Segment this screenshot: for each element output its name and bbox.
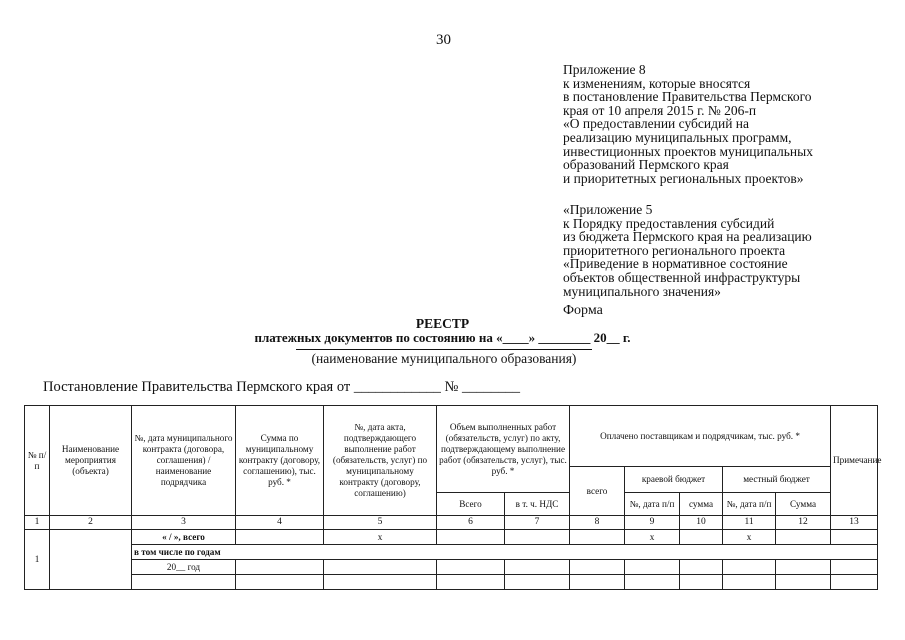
column-number: 3 <box>132 516 236 530</box>
cell-empty <box>437 530 505 545</box>
header-volume-vat: в т. ч. НДС <box>505 493 570 516</box>
cell-empty <box>723 560 776 575</box>
cell-empty <box>776 530 831 545</box>
cell-empty <box>625 575 680 590</box>
column-number: 10 <box>680 516 723 530</box>
header-regional-doc: №, дата п/п <box>625 493 680 516</box>
cell-empty <box>776 560 831 575</box>
column-number: 1 <box>25 516 50 530</box>
cell-mark-x: х <box>324 530 437 545</box>
column-number: 2 <box>50 516 132 530</box>
column-number: 8 <box>570 516 625 530</box>
row-total-label: « / », всего <box>132 530 236 545</box>
header-note: Примечание <box>831 406 878 516</box>
header-regional-amount: сумма <box>680 493 723 516</box>
column-number: 11 <box>723 516 776 530</box>
appendix-line: к Порядку предоставления субсидий <box>563 215 775 231</box>
appendix-line: к изменениям, которые вносятся <box>563 75 751 91</box>
cell-empty <box>831 575 878 590</box>
form-label: Форма <box>563 303 603 318</box>
column-number-row <box>25 516 878 530</box>
page-number: 30 <box>436 32 451 48</box>
appendix-8-header <box>563 63 813 185</box>
cell-empty <box>776 575 831 590</box>
table-header-row <box>25 406 878 467</box>
registry-table <box>24 405 882 590</box>
header-local-amount: Сумма <box>776 493 831 516</box>
column-number: 4 <box>236 516 324 530</box>
row-by-years: в том числе по годам <box>132 545 878 560</box>
header-sum: Сумма по муниципальному контракту (договору, соглашению), тыс. руб. * <box>236 406 324 516</box>
cell-empty <box>132 575 236 590</box>
cell-empty <box>570 530 625 545</box>
cell-empty <box>505 575 570 590</box>
header-paid-total: всего <box>570 467 625 516</box>
document-title: РЕЕСТР <box>415 316 470 331</box>
cell-empty <box>723 575 776 590</box>
cell-empty <box>680 575 723 590</box>
column-number: 7 <box>505 516 570 530</box>
header-volume: Объем выполненных работ (обязательств, услуг) по акту, подтверждающему выполнение работ (обязательств, услуг), тыс. руб. * <box>437 406 570 493</box>
appendix-line: из бюджета Пермского края на реализацию <box>563 229 812 245</box>
cell-empty <box>324 575 437 590</box>
header-local-doc: №, дата п/п <box>723 493 776 516</box>
document-subtitle: платежных документов по состоянию на «____» ________ 20__ г. <box>254 330 631 345</box>
column-number: 12 <box>776 516 831 530</box>
cell-empty <box>50 530 132 590</box>
appendix-line: «Приведение в нормативное состояние <box>563 256 788 272</box>
cell-empty <box>324 560 437 575</box>
cell-empty <box>236 560 324 575</box>
cell-mark-x: х <box>625 530 680 545</box>
header-local-budget: местный бюджет <box>723 467 831 493</box>
appendix-line: приоритетного регионального проекта <box>563 242 786 258</box>
header-regional-budget: краевой бюджет <box>625 467 723 493</box>
cell-empty <box>437 560 505 575</box>
appendix-line: в постановление Правительства Пермского <box>563 89 812 105</box>
cell-mark-x: х <box>723 530 776 545</box>
cell-empty <box>680 530 723 545</box>
appendix-5-header <box>563 203 812 298</box>
appendix-line: и приоритетных региональных проектов» <box>563 170 804 186</box>
appendix-line: муниципального значения» <box>563 283 721 299</box>
cell-empty <box>625 560 680 575</box>
row-year: 20__ год <box>132 560 236 575</box>
header-act: №, дата акта, подтверждающего выполнение работ (обязательств, услуг) по муниципальному контракту (договору, соглашению) <box>324 406 437 516</box>
appendix-line: «О предоставлении субсидий на <box>563 116 750 132</box>
appendix-line: реализацию муниципальных программ, <box>563 129 792 145</box>
table-row <box>25 545 878 560</box>
municipality-caption: (наименование муниципального образования) <box>296 349 592 367</box>
column-number: 13 <box>831 516 878 530</box>
header-volume-total: Всего <box>437 493 505 516</box>
table-row <box>25 560 878 575</box>
decree-line: Постановление Правительства Пермского края от ____________ № ________ <box>43 379 520 395</box>
cell-empty <box>236 530 324 545</box>
cell-empty <box>505 530 570 545</box>
header-name: Наименование мероприятия (объекта) <box>50 406 132 516</box>
column-number: 9 <box>625 516 680 530</box>
cell-empty <box>236 575 324 590</box>
cell-empty <box>680 560 723 575</box>
appendix-line: образований Пермского края <box>563 157 729 173</box>
cell-empty <box>505 560 570 575</box>
cell-empty <box>570 560 625 575</box>
appendix-line: края от 10 апреля 2015 г. № 206-п <box>563 102 757 118</box>
cell-empty <box>831 560 878 575</box>
column-number: 5 <box>324 516 437 530</box>
table-row <box>25 530 878 545</box>
row-number: 1 <box>25 530 50 590</box>
appendix-line: Приложение 8 <box>563 62 646 77</box>
cell-empty <box>437 575 505 590</box>
header-num: № п/п <box>25 406 50 516</box>
appendix-line: инвестиционных проектов муниципальных <box>563 143 813 159</box>
header-contract: №, дата муниципального контракта (договора, соглашения) / наименование подрядчика <box>132 406 236 516</box>
cell-empty <box>831 530 878 545</box>
cell-empty <box>570 575 625 590</box>
column-number: 6 <box>437 516 505 530</box>
appendix-line: «Приложение 5 <box>563 202 653 217</box>
appendix-line: объектов общественной инфраструктуры <box>563 269 801 285</box>
table-row <box>25 575 878 590</box>
header-paid: Оплачено поставщикам и подрядчикам, тыс. руб. * <box>570 406 831 467</box>
